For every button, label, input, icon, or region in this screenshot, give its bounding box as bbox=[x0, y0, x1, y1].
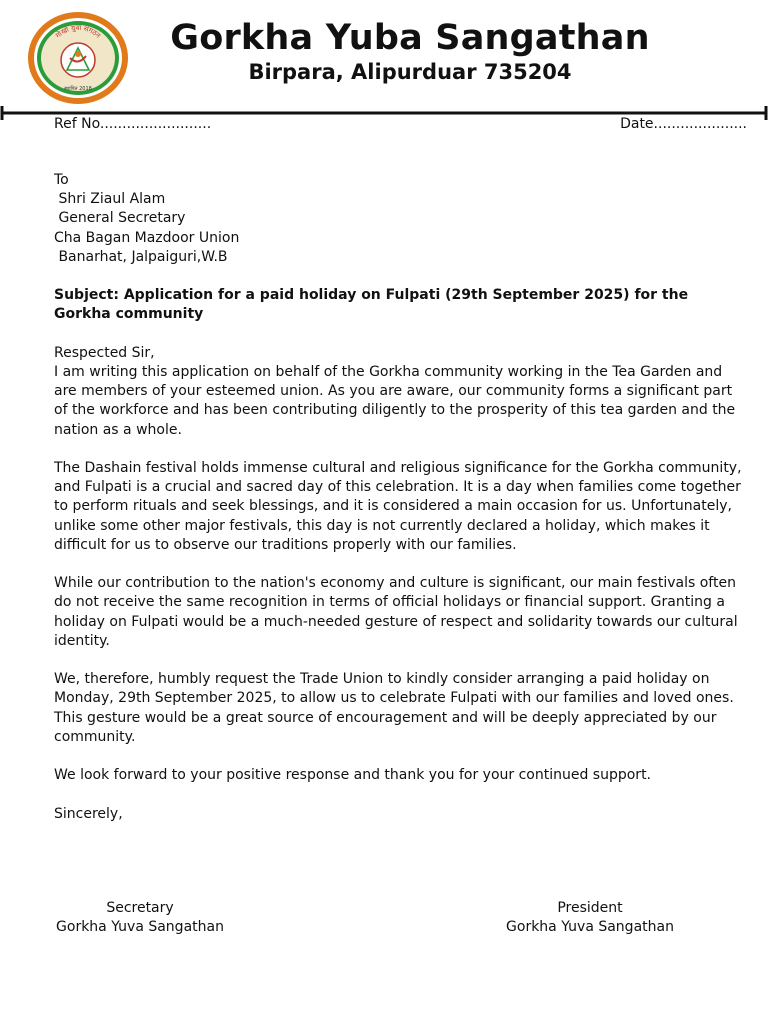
signature-secretary bbox=[38, 899, 242, 937]
signature-president bbox=[480, 899, 700, 937]
logo-top-text: गोर्खा युवा संगठन bbox=[54, 23, 102, 40]
organization-name: Gorkha Yuba Sangathan bbox=[170, 18, 650, 58]
recipient-organization: Cha Bagan Mazdoor Union bbox=[54, 229, 240, 246]
recipient-address: Banarhat, Jalpaiguri,W.B bbox=[54, 248, 228, 265]
paragraph: While our contribution to the nation's economy and culture is significant, our main festivals often do not receive the same recognition in terms of official holidays or financial support. Granting a holiday on Fulpati would be a much-needed gesture of respect and solidarity towards our cultural identity. bbox=[54, 575, 738, 649]
organization-seal-logo bbox=[26, 10, 130, 106]
recipient-name: Shri Ziaul Alam bbox=[54, 191, 166, 208]
paragraph: We look forward to your positive response and thank you for your continued support. bbox=[54, 767, 652, 784]
recipient-title: General Secretary bbox=[54, 210, 186, 227]
date-field: Date..................... bbox=[620, 116, 747, 132]
organization-address: Birpara, Alipurduar 735204 bbox=[248, 60, 572, 84]
signatory-role: Secretary bbox=[106, 900, 174, 916]
letter-subject: Subject: Application for a paid holiday on Fulpati (29th September 2025) for the Gorkha community bbox=[54, 287, 689, 323]
signatory-organization: Gorkha Yuva Sangathan bbox=[56, 919, 224, 936]
logo-bottom-text: स्थापित 2018 bbox=[64, 86, 92, 92]
closing: Sincerely, bbox=[54, 805, 123, 822]
signatory-role: President bbox=[557, 900, 623, 916]
paragraph: I am writing this application on behalf of the Gorkha community working in the Tea Garden and are members of your esteemed union. As you are aware, our community forms a significant part of the workforce and has been contributing diligently to the prosperity of this tea garden and the nation as a whole. bbox=[54, 364, 736, 438]
paragraph: We, therefore, humbly request the Trade Union to kindly consider arranging a paid holiday on Monday, 29th September 2025, to allow us to celebrate Fulpati with our families and loved ones. This gesture would be a great source of encouragement and will be deeply appreciated by our community. bbox=[54, 671, 734, 745]
recipient-to: To bbox=[54, 172, 69, 188]
letter-body bbox=[54, 171, 744, 824]
salutation: Respected Sir, bbox=[54, 344, 155, 361]
signatory-organization: Gorkha Yuva Sangathan bbox=[506, 919, 674, 936]
paragraph: The Dashain festival holds immense cultural and religious significance for the Gorkha community, and Fulpati is a crucial and sacred day of this celebration. It is a day when families come together to perform rituals and seek blessings, and it is considered a main occasion for us. Unfortunately, unlike some other major festivals, this day is not currently declared a holiday, which makes it difficult for us to observe our traditions properly with our families. bbox=[54, 460, 742, 553]
reference-number: Ref No......................... bbox=[54, 116, 212, 132]
